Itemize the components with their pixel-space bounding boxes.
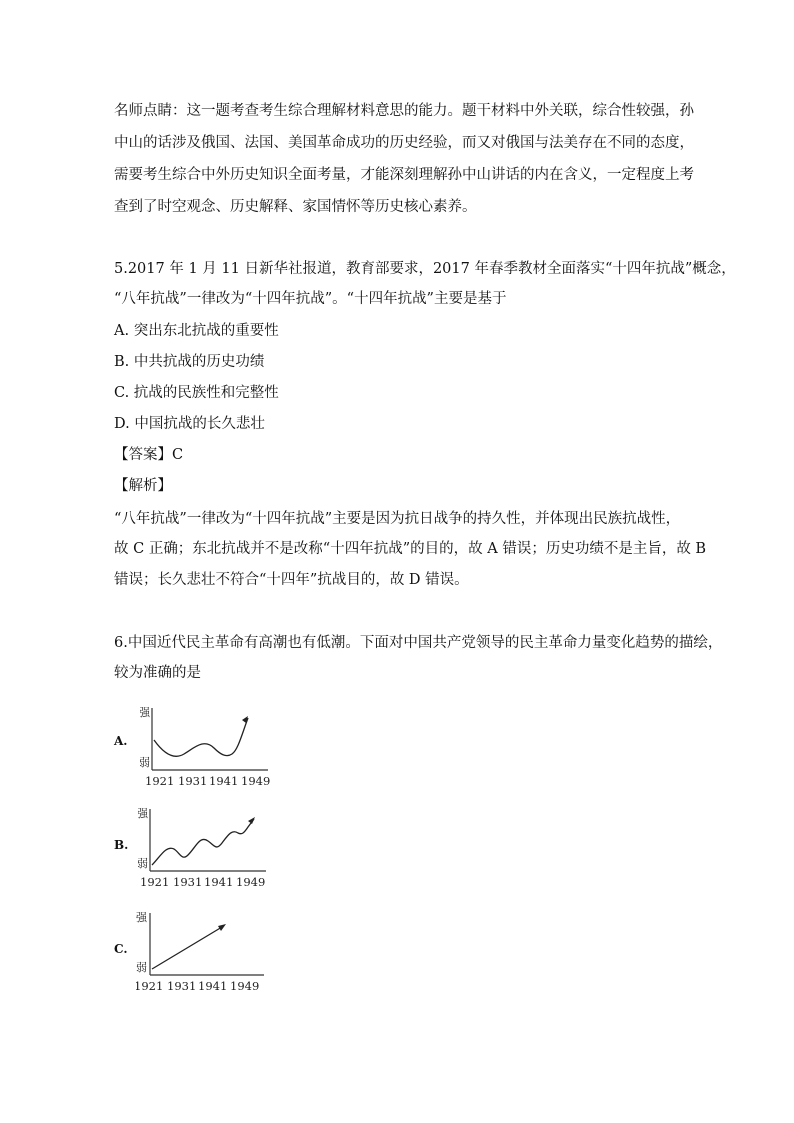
q6-graph-a	[140, 698, 280, 793]
strong-label: 强	[140, 706, 150, 719]
tick-label: 1949	[230, 979, 260, 993]
trend-curve	[154, 718, 248, 756]
q6-graph-c	[136, 903, 276, 998]
q5-option-a: A. 突出东北抗战的重要性	[114, 323, 279, 339]
strong-label: 强	[138, 807, 148, 820]
trend-arrowhead	[218, 924, 226, 931]
q6-stem-line: 较为准确的是	[114, 665, 201, 681]
tick-label: 1949	[236, 875, 266, 889]
weak-label: 弱	[140, 756, 150, 769]
q5-analysis-line: 错误；长久悲壮不符合“十四年”抗战目的，故 D 错误。	[114, 572, 469, 588]
q5-analysis-line: 故 C 正确；东北抗战并不是改称“十四年抗战”的目的，故 A 错误；历史功绩不是主旨，故 B	[114, 541, 707, 557]
q5-stem-line: “八年抗战”一律改为“十四年抗战”。“十四年抗战”主要是基于	[114, 291, 507, 307]
tick-label: 1941	[198, 979, 228, 993]
tick-label: 1931	[173, 875, 203, 889]
q5-stem-line: 5.2017 年 1 月 11 日新华社报道，教育部要求，2017 年春季教材全面落实“十四年抗战”概念，	[114, 261, 736, 277]
q6-graph-b	[138, 799, 278, 894]
weak-label: 弱	[138, 857, 148, 870]
tick-label: 1921	[136, 979, 164, 993]
tick-label: 1921	[145, 774, 175, 788]
comment-line: 中山的话涉及俄国、法国、美国革命成功的历史经验，而又对俄国与法美存在不同的态度，	[114, 135, 694, 151]
q5-option-d: D. 中国抗战的长久悲壮	[114, 416, 265, 432]
strong-label: 强	[136, 911, 147, 924]
tick-label: 1941	[209, 774, 239, 788]
tick-label: 1921	[140, 875, 170, 889]
comment-line: 名师点睛：这一题考查考生综合理解材料意思的能力。题干材料中外关联，综合性较强，孙	[114, 103, 694, 119]
tick-label: 1931	[167, 979, 197, 993]
comment-line: 查到了时空观念、历史解释、家国情怀等历史核心素养。	[114, 199, 477, 215]
tick-label: 1931	[178, 774, 208, 788]
q6-stem-line: 6.中国近代民主革命有高潮也有低潮。下面对中国共产党领导的民主革命力量变化趋势的描绘，	[114, 635, 723, 651]
tick-label: 1941	[204, 875, 234, 889]
q6-option-a-label: A.	[114, 734, 128, 748]
q5-option-b: B. 中共抗战的历史功绩	[114, 354, 265, 370]
q6-option-c-label: C.	[114, 942, 128, 956]
q6-option-b-label: B.	[114, 838, 129, 852]
weak-label: 弱	[136, 961, 147, 974]
q5-option-c: C. 抗战的民族性和完整性	[114, 385, 279, 401]
trend-line	[152, 927, 222, 969]
q5-analysis-line: “八年抗战”一律改为“十四年抗战”主要是因为抗日战争的持久性，并体现出民族抗战性，	[114, 511, 681, 527]
q5-answer: 【答案】C	[114, 447, 184, 463]
comment-line: 需要考生综合中外历史知识全面考量，才能深刻理解孙中山讲话的内在含义，一定程度上考	[114, 167, 694, 183]
tick-label: 1949	[241, 774, 271, 788]
trend-curve	[152, 819, 254, 865]
q5-analysis-label: 【解析】	[114, 478, 172, 494]
trend-arrowhead	[248, 817, 255, 824]
